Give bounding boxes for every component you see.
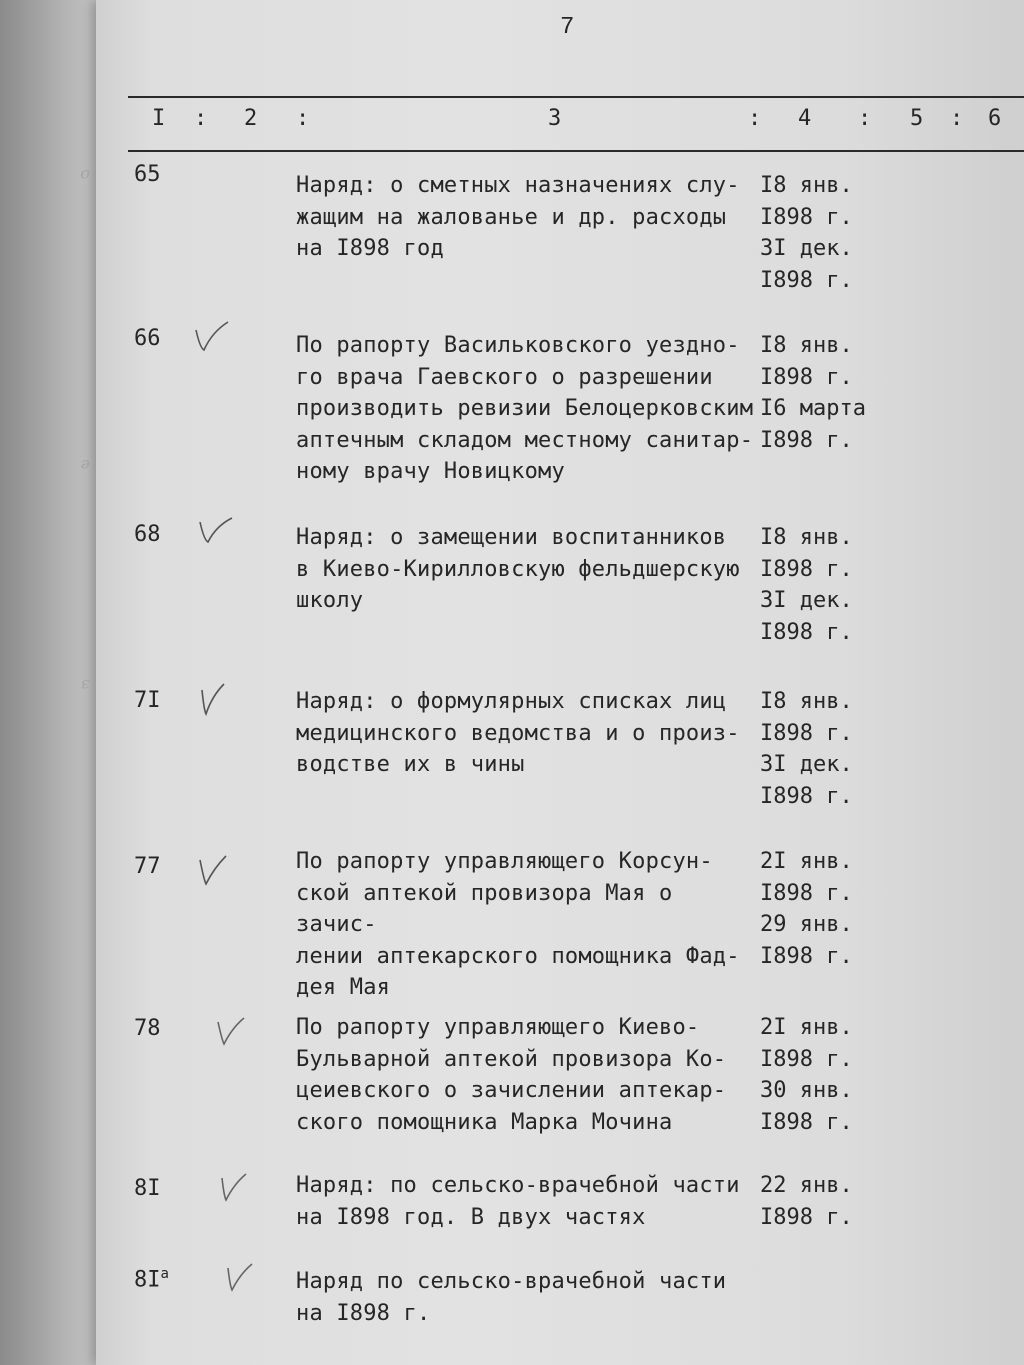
entry-description: По рапорту управляющего Киево- Бульварной аптекой провизора Ко- цеиевского о зачислении аптекар- ского помощника Марка Мочина	[296, 1015, 727, 1135]
header-col-3: 3	[548, 106, 563, 131]
header-separator: :	[950, 106, 965, 131]
header-col-2: 2	[244, 106, 259, 131]
entry-description: Наряд: о формулярных списках лиц медицинского ведомства и о произ- водстве их в чины	[296, 689, 740, 777]
svg-text:е: е	[80, 456, 90, 475]
header-separator: :	[748, 106, 763, 131]
entry-dates: 2I янв. I898 г. 29 янв. I898 г.	[760, 849, 853, 969]
header-separator: :	[296, 106, 311, 131]
checkmark-icon	[196, 682, 236, 716]
entry-number: 8I	[134, 1176, 161, 1201]
entry-number-main: 8I	[134, 1267, 161, 1293]
entry-number	[134, 1266, 169, 1292]
entry-number-superscript: а	[160, 1266, 169, 1282]
page-number: 7	[560, 14, 575, 41]
entry-number: 78	[134, 1016, 161, 1041]
checkmark-icon	[214, 1014, 254, 1048]
entry-number: 68	[134, 522, 161, 547]
entry-number: 77	[134, 854, 161, 879]
checkmark-icon	[196, 512, 236, 546]
entry-description: Наряд: по сельско-врачебной части на I898 год. В двух частях	[296, 1173, 740, 1230]
bleed-through-marks	[40, 150, 110, 1050]
header-bottom-rule	[128, 150, 1024, 152]
entry-description: Наряд по сельско-врачебной части на I898 г.	[296, 1269, 727, 1326]
entry-description: Наряд: о сметных назначениях слу- жащим на жалованье и др. расходы на I898 год	[296, 173, 740, 261]
entry-number: 7I	[134, 688, 161, 713]
svg-text:з: з	[81, 676, 90, 695]
entry-dates: I8 янв. I898 г. 3I дек. I898 г.	[760, 525, 853, 645]
svg-text:о: о	[80, 166, 90, 185]
header-separator: :	[194, 106, 209, 131]
entry-dates: 22 янв. I898 г.	[760, 1173, 853, 1230]
entry-description: По рапорту Васильковского уездно- го врача Гаевского о разрешении производить ревизии Белоцерковским аптечным складом местному санитар- ному врачу Новицкому	[296, 333, 754, 484]
header-col-6: 6	[988, 106, 1003, 131]
checkmark-icon	[222, 1260, 262, 1294]
header-col-4: 4	[798, 106, 813, 131]
entry-number: 66	[134, 326, 161, 351]
entry-description: По рапорту управляющего Корсун- ской аптекой провизора Мая о зачис- лении аптекарского помощника Фад- дея Мая	[296, 849, 740, 1000]
checkmark-icon	[216, 1170, 256, 1204]
checkmark-icon	[192, 318, 232, 352]
header-col-5: 5	[910, 106, 925, 131]
header-col-1: I	[152, 106, 167, 131]
checkmark-icon	[196, 852, 236, 886]
entry-dates: I8 янв. I898 г. I6 марта I898 г.	[760, 333, 866, 453]
header-separator: :	[858, 106, 873, 131]
entry-dates: I8 янв. I898 г. 3I дек. I898 г.	[760, 689, 853, 809]
entry-description: Наряд: о замещении воспитанников в Киево-Кирилловскую фельдшерскую школу	[296, 525, 740, 613]
header-top-rule	[128, 96, 1024, 98]
entry-dates: I8 янв. I898 г. 3I дек. I898 г.	[760, 173, 853, 293]
entry-number: 65	[134, 162, 161, 187]
entry-dates: 2I янв. I898 г. 30 янв. I898 г.	[760, 1015, 853, 1135]
